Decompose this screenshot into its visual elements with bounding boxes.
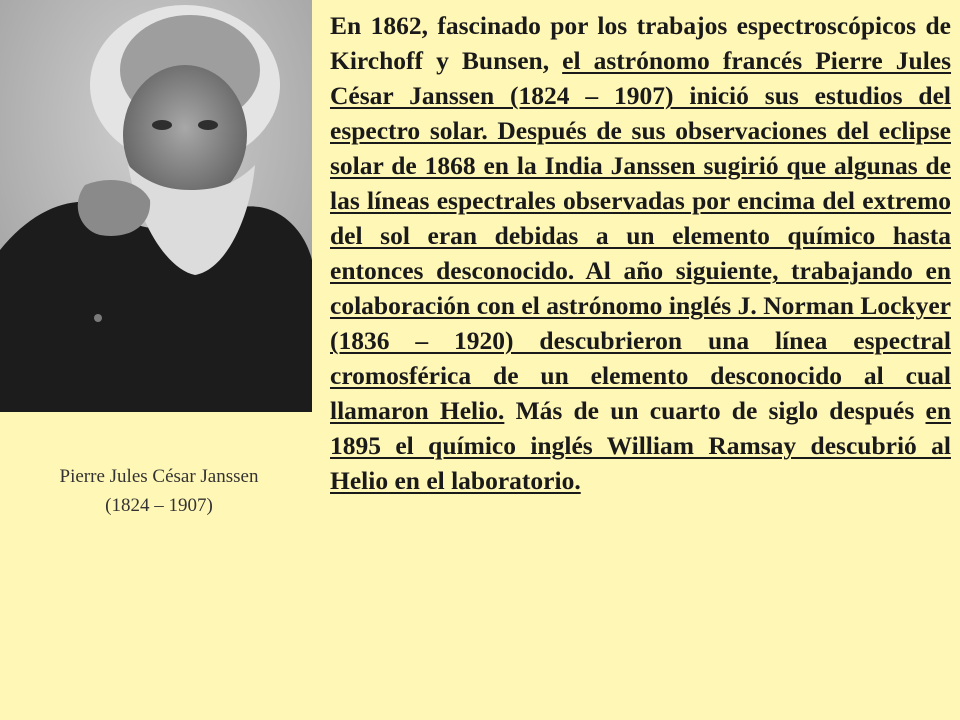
paragraph-ramsay: en 1895 el químico inglés William Ramsay descubrió al Helio en el laboratorio. bbox=[330, 396, 952, 495]
caption-name: Pierre Jules César Janssen bbox=[59, 466, 259, 487]
history-paragraph bbox=[330, 8, 951, 713]
paragraph-intro: En 1862, fascinado por los trabajos espectroscópicos de Kirchoff y Bunsen, bbox=[330, 11, 951, 75]
caption-dates: (1824 – 1907) bbox=[105, 495, 213, 516]
photo-caption bbox=[14, 462, 304, 520]
portrait-illustration bbox=[0, 0, 312, 412]
paragraph-janssen-helium: el astrónomo francés Pierre Jules César Janssen (1824 – 1907) inició sus estudios del espectro solar. Después de sus observaciones del eclipse solar de 1868 en la India Janssen sugirió que algunas de las líneas espectrales observadas por encima del extremo del sol eran debidas a un elemento químico hasta entonces desconocido. Al año siguiente, trabajando en colaboración con el astrónomo inglés J. Norman Lockyer (1836 – 1920) descubrieron una línea espectral cromosférica de un elemento desconocido al cual llamaron Helio. bbox=[330, 46, 952, 425]
portrait-photo bbox=[0, 0, 312, 412]
paragraph-quarter-century: Más de un cuarto de siglo después bbox=[515, 396, 915, 425]
